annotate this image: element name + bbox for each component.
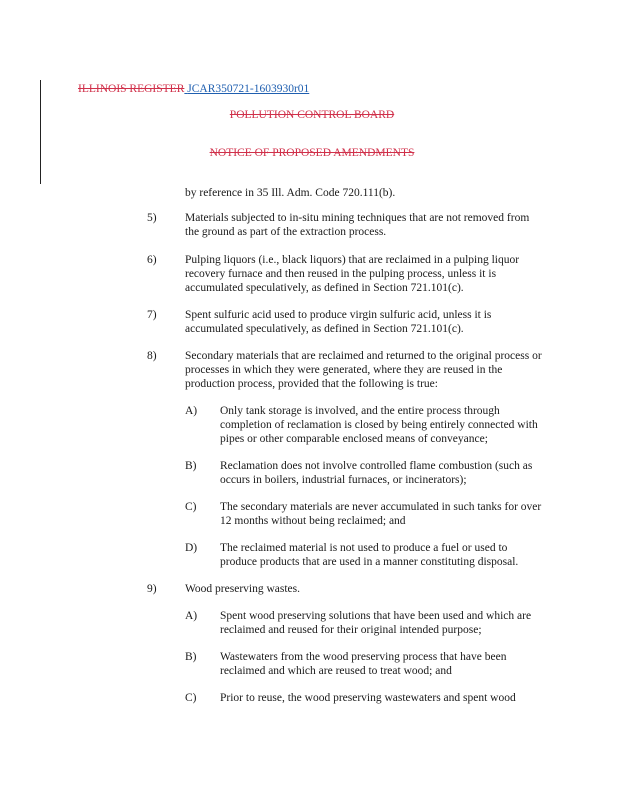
item-text: Spent sulfuric acid used to produce virgin sulfuric acid, unless it is accumulated speculatively, as defined in Section 721.101(c).	[185, 309, 492, 335]
item-text: Pulping liquors (i.e., black liquors) that are reclaimed in a pulping liquor recovery furnace and then reused in the pulping process, unless it is accumulated speculatively, as defined in Section 721.101(c).	[185, 254, 520, 294]
subitem-text: Spent wood preserving solutions that have been used and which are reclaimed and reused for their original intended purpose;	[220, 610, 532, 636]
item-number: 6)	[147, 254, 157, 266]
subitem-text: Prior to reuse, the wood preserving wastewaters and spent wood	[220, 692, 516, 704]
subitem-text: Reclamation does not involve controlled flame combustion (such as occurs in boilers, industrial furnaces, or incinerators);	[220, 460, 533, 486]
change-bar	[40, 80, 41, 184]
item-text: Wood preserving wastes.	[185, 583, 301, 595]
item-number: 7)	[147, 309, 157, 321]
notice-title: NOTICE OF PROPOSED AMENDMENTS	[209, 147, 415, 159]
subitem-letter: C)	[185, 501, 197, 513]
inserted-jcar-id: JCAR350721-1603930r01	[187, 83, 310, 95]
item-number: 8)	[147, 350, 157, 362]
intro-line: by reference in 35 Ill. Adm. Code 720.111(b).	[185, 187, 396, 199]
subitem-text: Only tank storage is involved, and the entire process through completion of reclamation is closed by being entirely connected with pipes or other comparable enclosed means of conveyance;	[220, 405, 538, 445]
subitem-text: The secondary materials are never accumulated in such tanks for over 12 months without being reclaimed; and	[220, 501, 542, 527]
item-text: Materials subjected to in-situ mining techniques that are not removed from the ground as part of the extraction process.	[185, 212, 530, 238]
subitem-letter: A)	[185, 610, 198, 622]
subitem-text: The reclaimed material is not used to produce a fuel or used to produce products that are used in a manner constituting disposal.	[220, 542, 519, 568]
struck-register-title: ILLINOIS REGISTER	[78, 83, 185, 95]
register-header	[78, 82, 309, 96]
item-number: 9)	[147, 583, 157, 595]
subitem-text: Wastewaters from the wood preserving process that have been reclaimed and which are reused to treat wood; and	[220, 651, 507, 677]
subitem-letter: B)	[185, 651, 197, 663]
board-title: POLLUTION CONTROL BOARD	[229, 109, 395, 121]
item-number: 5)	[147, 212, 157, 224]
subitem-letter: D)	[185, 542, 198, 554]
subitem-letter: B)	[185, 460, 197, 472]
subitem-letter: A)	[185, 405, 198, 417]
subitem-letter: C)	[185, 692, 197, 704]
item-text: Secondary materials that are reclaimed and returned to the original process or processes in which they were generated, where they are reused in the production process, provided that the following is true:	[185, 350, 542, 390]
